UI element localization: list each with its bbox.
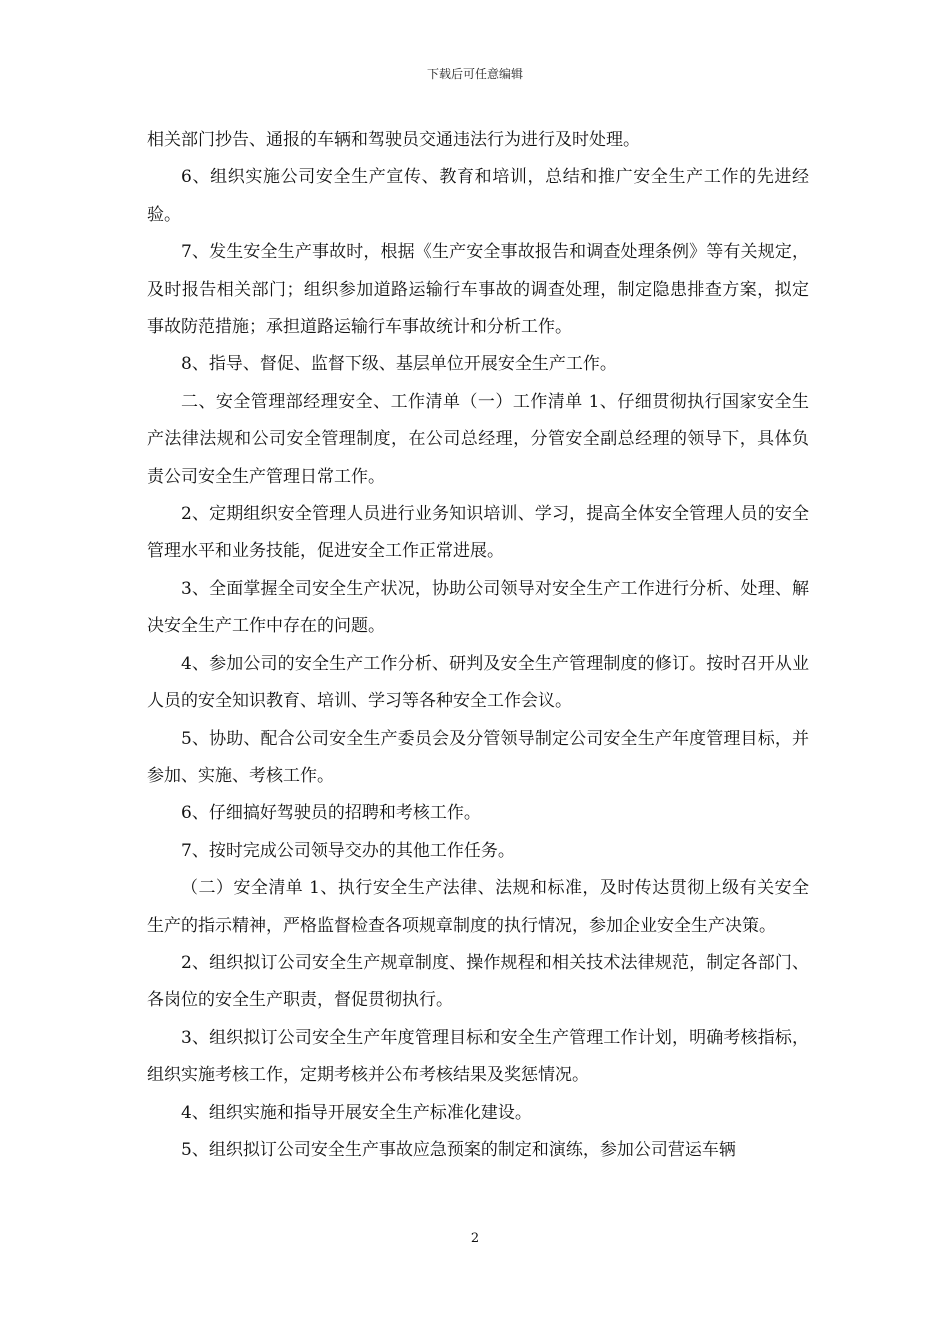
page-number: 2 xyxy=(470,1231,480,1246)
paragraph: 8、指导、督促、监督下级、基层单位开展安全生产工作。 xyxy=(181,354,617,375)
paragraph: 2、组织拟订公司安全生产规章制度、操作规程和相关技术法律规范，制定各部门、各岗位的安全生产职责，督促贯彻执行。 xyxy=(147,952,809,1011)
paragraph: 7、发生安全生产事故时，根据《生产安全事故报告和调查处理条例》等有关规定，及时报告相关部门；组织参加道路运输行车事故的调查处理，制定隐患排查方案，拟定事故防范措施；承担道路运输行车事故统计和分析工作。 xyxy=(147,242,809,338)
paragraph: 3、全面掌握全司安全生产状况，协助公司领导对安全生产工作进行分析、处理、解决安全生产工作中存在的问题。 xyxy=(147,578,809,637)
paragraph: 4、组织实施和指导开展安全生产标准化建设。 xyxy=(181,1102,532,1123)
paragraph: 6、仔细搞好驾驶员的招聘和考核工作。 xyxy=(181,803,481,824)
page-header: 下载后可任意编辑 xyxy=(426,67,523,81)
paragraph: 2、定期组织安全管理人员进行业务知识培训、学习，提高全体安全管理人员的安全管理水平和业务技能，促进安全工作正常进展。 xyxy=(147,504,809,562)
paragraph: 6、组织实施公司安全生产宣传、教育和培训，总结和推广安全生产工作的先进经验。 xyxy=(147,167,809,225)
paragraph: 5、组织拟订公司安全生产事故应急预案的制定和演练，参加公司营运车辆 xyxy=(181,1139,736,1160)
paragraph: 相关部门抄告、通报的车辆和驾驶员交通违法行为进行及时处理。 xyxy=(147,130,640,150)
paragraph: 4、参加公司的安全生产工作分析、研判及安全生产管理制度的修订。按时召开从业人员的安全知识教育、培训、学习等各种安全工作会议。 xyxy=(147,653,809,712)
paragraph: 5、协助、配合公司安全生产委员会及分管领导制定公司安全生产年度管理目标，并参加、实施、考核工作。 xyxy=(147,728,809,786)
subsection-heading-paragraph: （二）安全清单 1、执行安全生产法律、法规和标准，及时传达贯彻上级有关安全生产的指示精神，严格监督检查各项规章制度的执行情况，参加企业安全生产决策。 xyxy=(147,878,809,936)
paragraph: 7、按时完成公司领导交办的其他工作任务。 xyxy=(181,840,515,861)
document-body xyxy=(147,122,809,1169)
section-heading-paragraph: 二、安全管理部经理安全、工作清单（一）工作清单 1、仔细贯彻执行国家安全生产法律法规和公司安全管理制度，在公司总经理，分管安全副总经理的领导下，具体负责公司安全生产管理日常工作。 xyxy=(147,391,809,487)
paragraph: 3、组织拟订公司安全生产年度管理目标和安全生产管理工作计划，明确考核指标，组织实施考核工作，定期考核并公布考核结果及奖惩情况。 xyxy=(147,1027,809,1086)
